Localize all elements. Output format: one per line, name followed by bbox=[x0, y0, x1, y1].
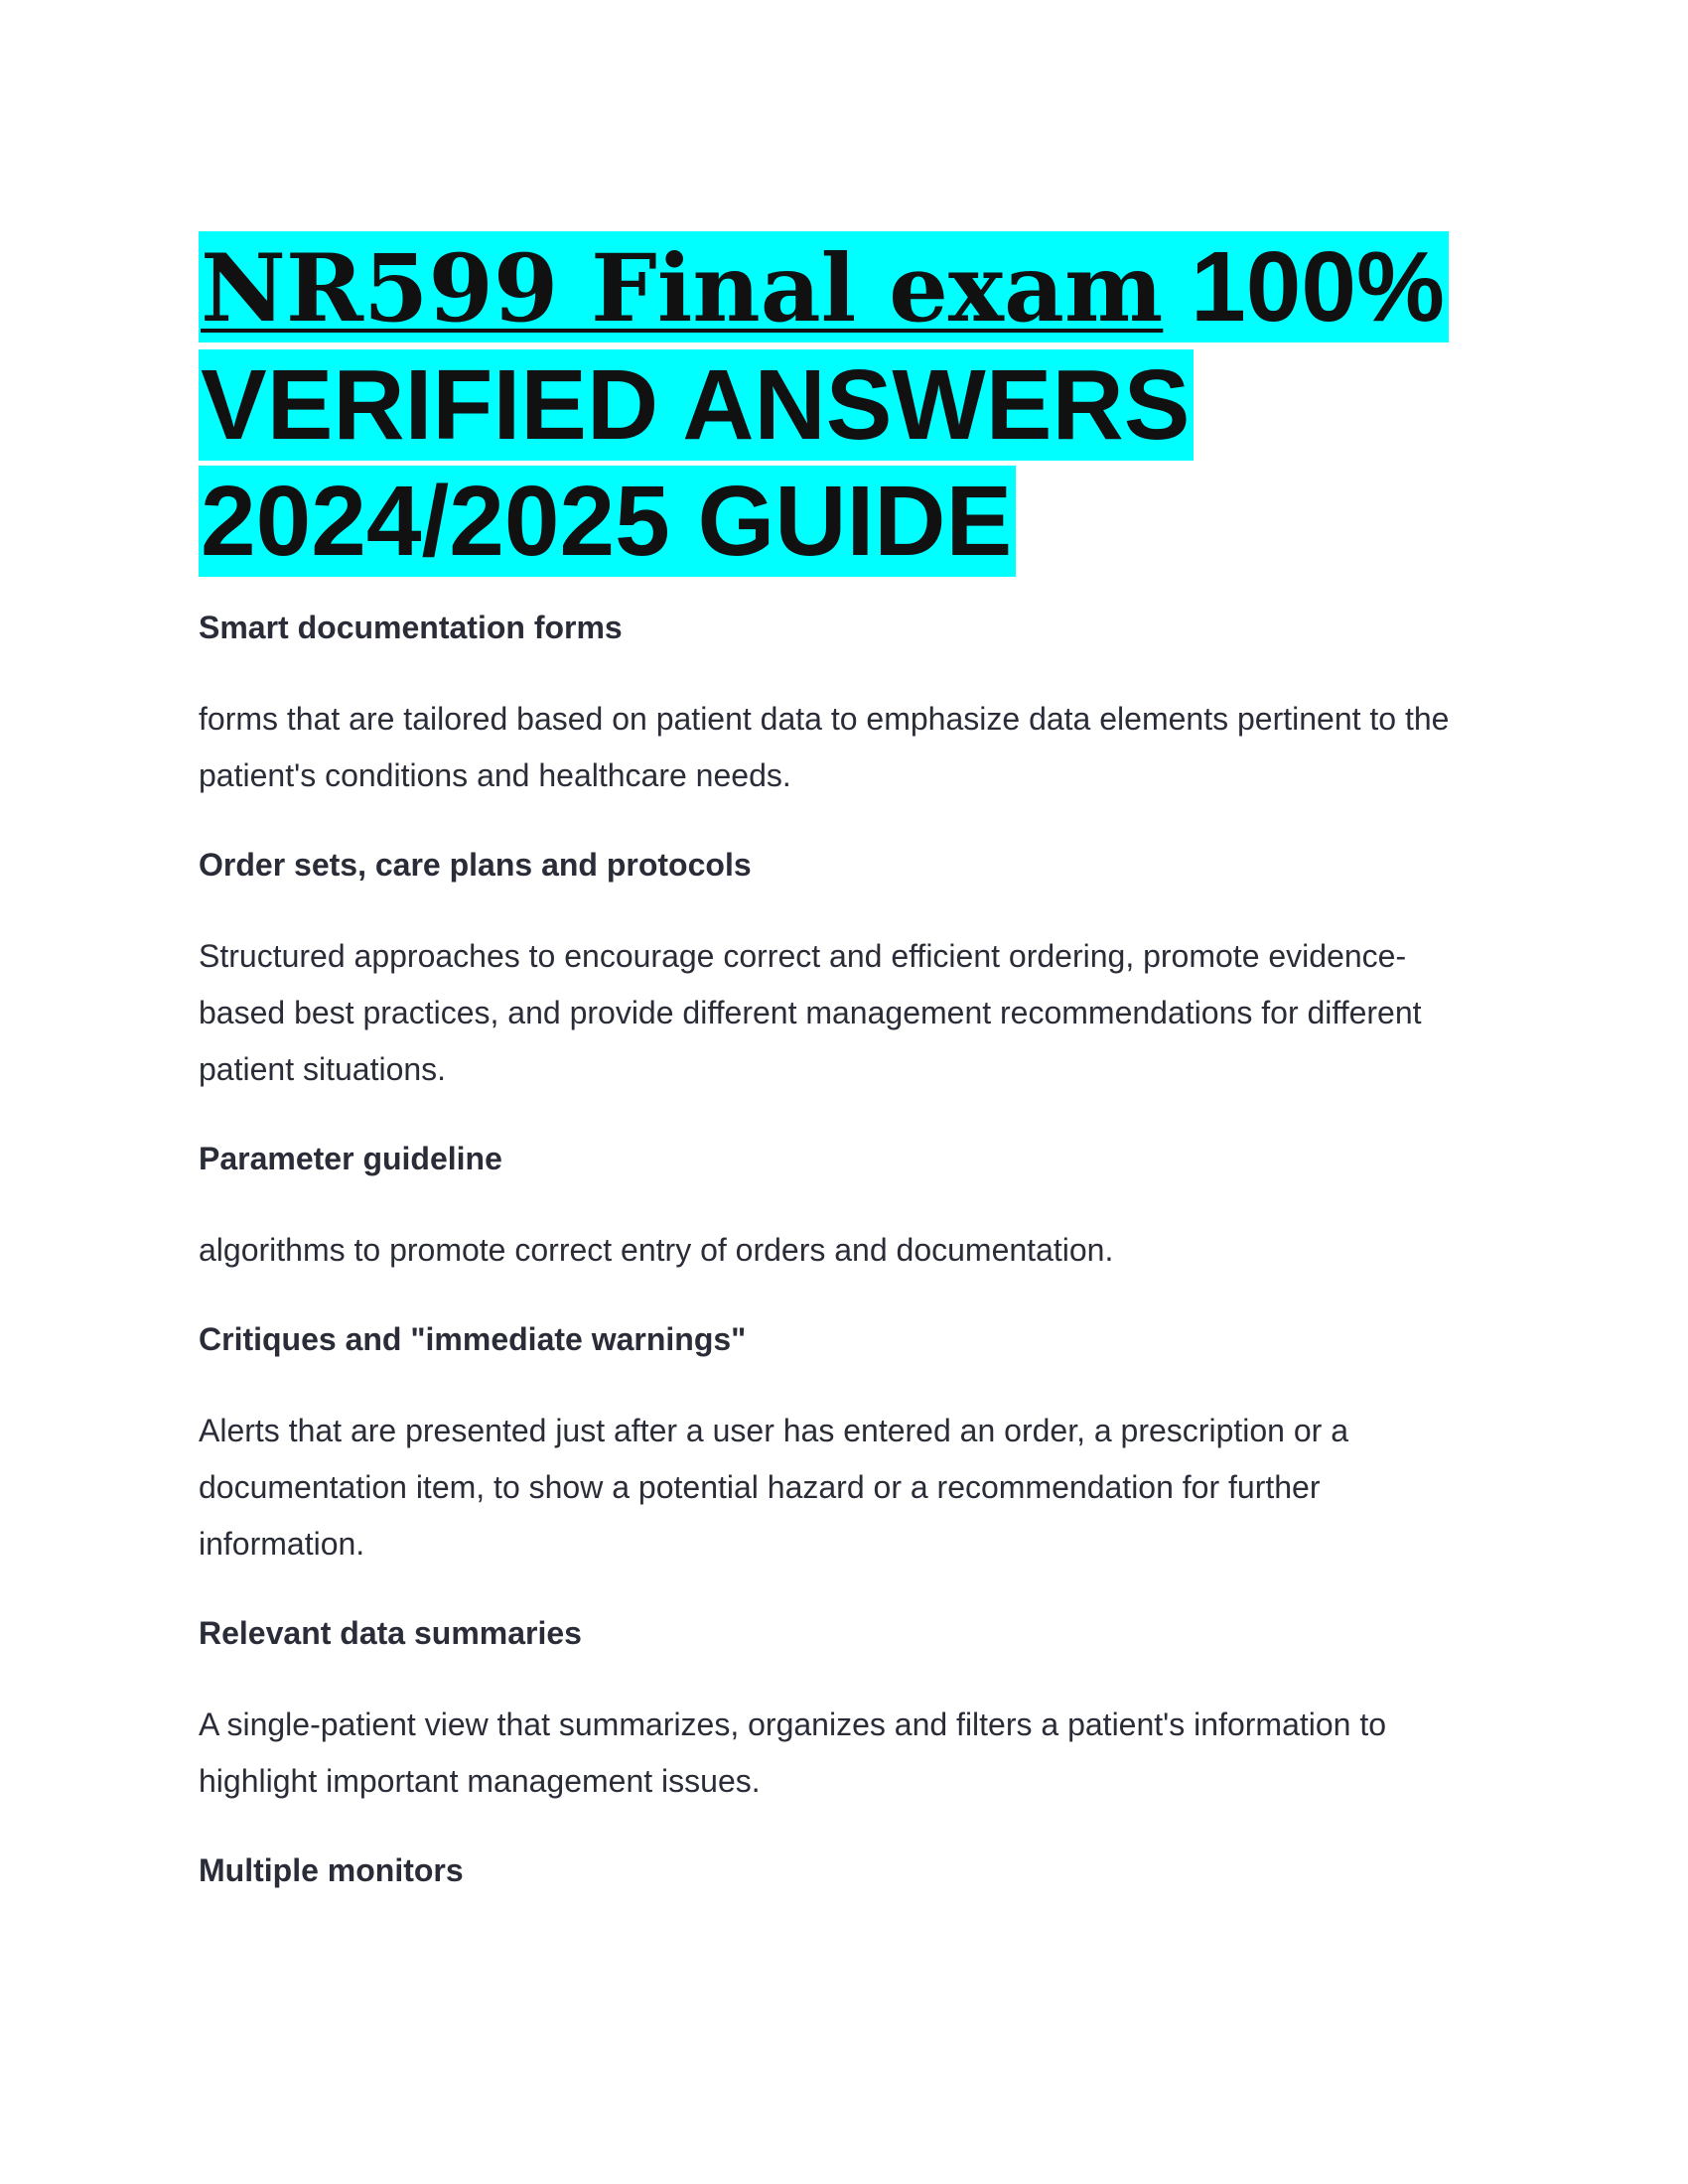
term-definition: algorithms to promote correct entry of orders and documentation. bbox=[199, 1232, 1114, 1268]
title-highlight bbox=[199, 231, 1449, 577]
term-heading: Order sets, care plans and protocols bbox=[199, 847, 752, 883]
term-definition: Alerts that are presented just after a user has entered an order, a prescription or a documentation item, to show a potential hazard or a recommendation for further information. bbox=[199, 1413, 1348, 1562]
term-definition: A single-patient view that summarizes, organizes and filters a patient's information to highlight important management issues. bbox=[199, 1706, 1387, 1799]
term-heading: Multiple monitors bbox=[199, 1852, 464, 1888]
qa-list bbox=[199, 600, 1489, 1899]
page-title bbox=[199, 229, 1509, 580]
term-definition: forms that are tailored based on patient data to emphasize data elements pertinent to the patient's conditions and healthcare needs. bbox=[199, 701, 1450, 793]
title-link[interactable]: NR599 Final exam bbox=[201, 234, 1164, 343]
term-definition: Structured approaches to encourage correct and efficient ordering, promote evidence-based best practices, and provide different management recommendations for different patient situations. bbox=[199, 938, 1422, 1087]
term-heading: Smart documentation forms bbox=[199, 610, 623, 645]
term-heading: Critiques and "immediate warnings" bbox=[199, 1321, 747, 1357]
term-heading: Relevant data summaries bbox=[199, 1615, 582, 1651]
term-heading: Parameter guideline bbox=[199, 1141, 502, 1176]
title-rest: 100% VERIFIED ANSWERS 2024/2025 GUIDE bbox=[201, 231, 1445, 577]
